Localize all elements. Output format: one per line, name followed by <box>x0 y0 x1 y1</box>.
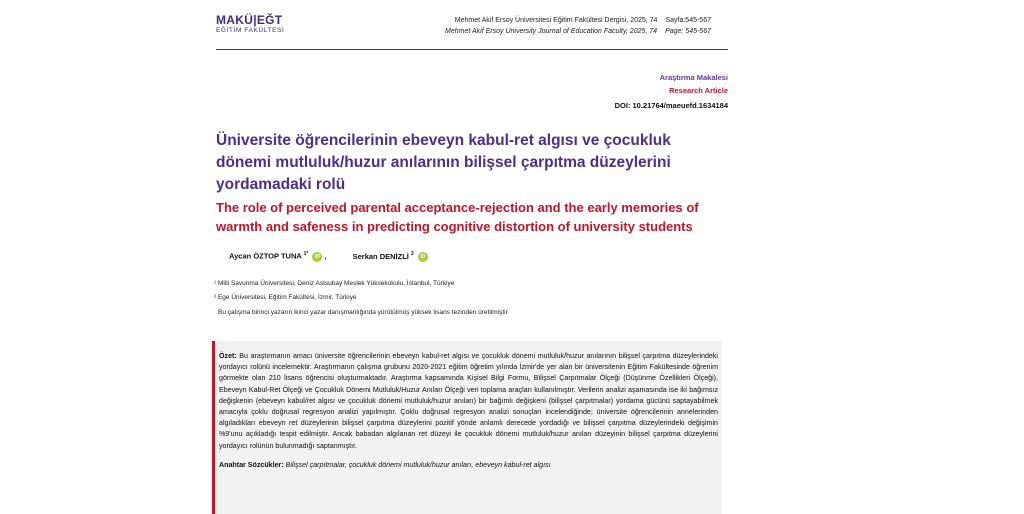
thesis-note: Bu çalışma birinci yazarın ikinci yazar danışmanlığında yürütülmüş yüksek lisans tezinden üretilmiştir <box>218 309 508 316</box>
keywords-line <box>219 461 718 469</box>
abstract-label: Özet: <box>219 352 237 360</box>
authors-line <box>229 251 428 262</box>
affiliation-1: ¹ Milli Savunma Üniversitesi, Deniz Astsubay Meslek Yüksekokulu, İstanbul, Türkiye <box>214 280 455 287</box>
keywords-text: Bilişsel çarpıtmalar, çocukluk dönemi mutluluk/huzur anıları, ebeveyn kabul-ret algısı <box>283 460 551 469</box>
journal-name-en: Mehmet Akif Ersoy University Journal of Education Faculty, 2025, 74 <box>445 28 658 35</box>
author-2-sup: 2 <box>410 251 414 257</box>
logo-main-text: MAKÜ|EĞT <box>216 13 283 27</box>
author-1-name: Aycan ÖZTOP TUNA <box>229 251 302 261</box>
article-type-tr: Araştırma Makalesi <box>659 73 728 82</box>
affiliation-2: ² Ege Üniversitesi, Eğitim Fakültesi, İzmir, Türkiye <box>214 294 357 301</box>
logo-sub-text: EĞİTİM FAKÜLTESİ <box>216 27 285 34</box>
pages-tr: Sayfa:545-567 <box>665 17 711 24</box>
journal-logo <box>216 14 286 38</box>
journal-header-tr <box>455 17 711 24</box>
journal-name-tr: Mehmet Akif Ersoy Üniversitesi Eğitim Fakültesi Dergisi, 2025, 74 <box>454 17 658 24</box>
orcid-icon[interactable]: iD <box>312 252 322 262</box>
journal-header-en <box>445 28 711 35</box>
author-2-name: Serkan DENİZLİ <box>352 251 409 261</box>
author-1-sup: 1* <box>303 251 309 257</box>
author-separator: , <box>324 251 327 261</box>
doi-link[interactable]: DOI: 10.21764/maeuefd.1634184 <box>614 101 728 110</box>
header-divider <box>216 49 728 50</box>
orcid-icon[interactable]: iD <box>418 252 428 262</box>
abstract-box <box>212 341 722 514</box>
title-turkish: Üniversite öğrencilerinin ebeveyn kabul-ret algısı ve çocukluk dönemi mutluluk/huzur anılarının bilişsel çarpıtma düzeylerini yordamadaki rolü <box>216 132 671 193</box>
abstract-body: Bu araştırmanın amacı üniversite öğrencilerinin ebeveyn kabul-ret algısı ve çocukluk dönemi mutluluk/huzur anılarının bilişsel çarpıtma düzeylerindeki yordayıcı rolünü incelemektir. Araştırmanın çalışma grubunu 2020-2021 eğitim öğretim yılında İzmir'de yer alan bir üniversitenin Eğitim Fakültesinde öğrenim görmekte olan 210 lisans öğrencisi oluşturmaktadır. Araştırma kapsamında Kişisel Bilgi Formu, Bilişsel Çarpıtmalar Ölçeği (Düşünme Özellikleri Ölçeği), Ebeveyn Kabul-Ret Ölçeği ve Çocukluk Dönemi Mutluluk/Huzur Anıları Ölçeği veri toplama araçları kullanılmıştır. Verilerin analizi aşamasında ise iki bağımsız değişkenin (ebeveyn kabul/ret algısı ve çocukluk dönemi mutluluk/huzur anıları) bir bağımlı değişkeni (bilişsel çarpıtmalar) yordama gücünü saptayabilmek amacıyla çoklu doğrusal regresyon analizi yapılmıştır. Çoklu doğrusal regresyon analizi sonuçları incelendiğinde; üniversite öğrencilerinin annelerinden algıladıkları ebeveyn ret düzeylerinin bilişsel çarpıtma düzeylerini pozitif yönde anlamlı derecede yordadığı ve bilişsel çarpıtma düzeylerindeki değişimin %9'unu açıkladığı tespit edilmiştir. Ancak babadan algılanan ret düzeyi ile çocukluk dönemi mutluluk/huzur anıları düzeyinin bilişsel çarpıtma düzeylerini yordayıcı rolünün bulunmadığı saptanmıştır. <box>219 352 718 450</box>
title-english: The role of perceived parental acceptance-rejection and the early memories of warmth and safeness in predicting cognitive distortion of university students <box>216 200 699 234</box>
abstract-text <box>219 351 718 452</box>
article-type-en: Research Article <box>669 86 728 95</box>
pages-en: Page: 545-567 <box>665 28 711 35</box>
keywords-label: Anahtar Sözcükler: <box>219 460 284 469</box>
